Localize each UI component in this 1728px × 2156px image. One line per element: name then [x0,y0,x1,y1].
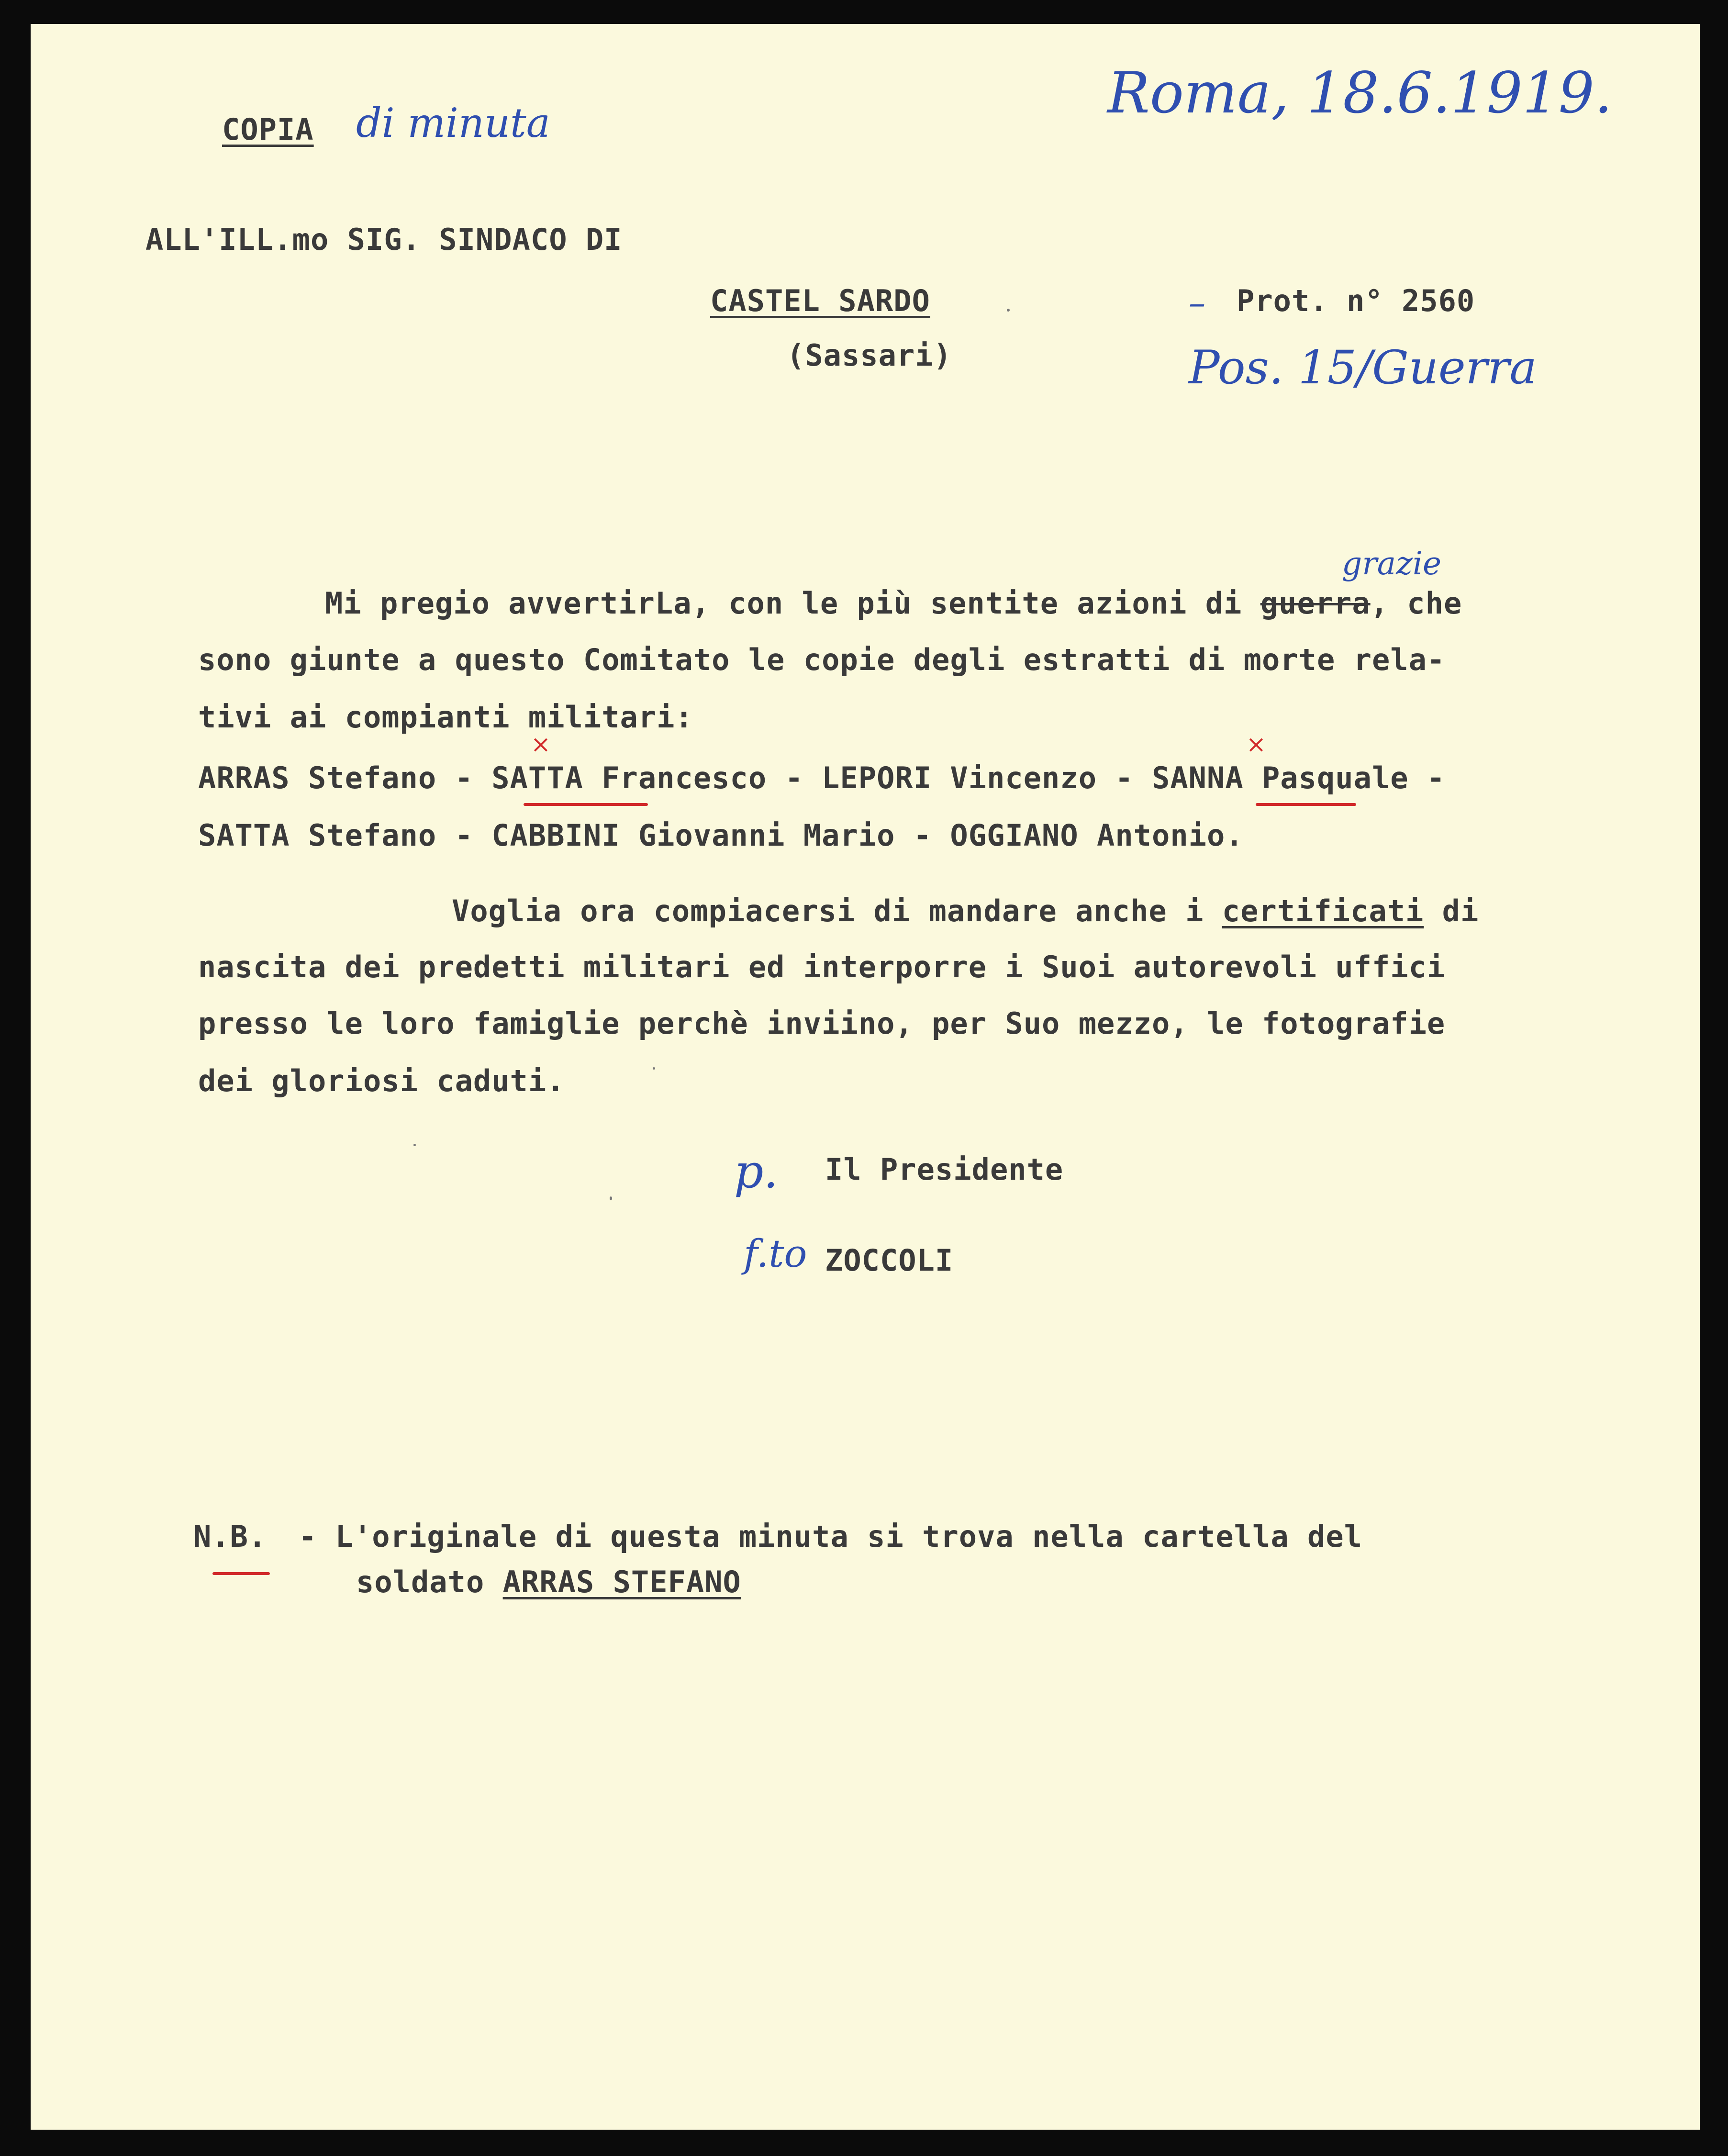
body-p1-line2: sono giunte a questo Comitato le copie degli estratti di morte rela- [198,642,1446,677]
protocol-dash: – [1189,283,1205,323]
addressee-city: CASTEL SARDO [710,283,930,318]
red-mark-satta: × [531,730,551,758]
names-line2: SATTA Stefano - CABBINI Giovanni Mario - OGGIANO Antonio. [198,818,1244,853]
signature-title: Il Presidente [825,1152,1064,1187]
inserted-correction: grazie [1342,545,1442,582]
names-line1: ARRAS Stefano - SATTA Francesco - LEPORI Vincenzo - SANNA Pasquale - [198,760,1446,795]
paper-speck [610,1196,612,1200]
red-mark-nb [212,1572,270,1575]
red-underline-sanna [1256,803,1356,806]
body-p1-line1: Mi pregio avvertirLa, con le più sentite azioni di guerra, che [325,586,1462,621]
nb-label: N.B. [193,1519,267,1554]
protocol-number: Prot. n° 2560 [1237,283,1475,318]
copia-handwritten-note: di minuta [356,100,550,146]
paper-speck [413,1144,416,1146]
paper-speck [1007,309,1010,312]
signature-f-note: f.to [744,1231,807,1276]
date-handwritten: Roma, 18.6.1919. [1107,60,1613,126]
body-p2-line3: presso le loro famiglie perchè inviino, per Suo mezzo, le fotografie [198,1006,1446,1041]
position-handwritten: Pos. 15/Guerra [1189,341,1537,394]
addressee-line: ALL'ILL.mo SIG. SINDACO DI [145,222,623,257]
signature-p-note: p. [734,1145,778,1198]
struck-word: guerra [1260,586,1371,621]
body-p1-line3: tivi ai compianti militari: [198,700,693,735]
body-p2-line2: nascita dei predetti militari ed interporre i Suoi autorevoli uffici [198,950,1446,984]
nb-soldier-name: ARRAS STEFANO [502,1564,741,1599]
signature-name: ZOCCOLI [825,1243,954,1278]
paper-speck [653,1067,655,1070]
body-p2-line4: dei gloriosi caduti. [198,1063,565,1098]
body-p2-line1: Voglia ora compiacersi di mandare anche i certificati di [452,894,1479,928]
red-underline-satta [524,803,648,806]
document-page [31,24,1700,2130]
copia-label: COPIA [222,112,314,147]
addressee-province: (Sassari) [787,338,952,373]
nb-text-line2: soldato ARRAS STEFANO [356,1564,741,1599]
red-mark-sanna: × [1246,730,1266,758]
nb-text-line1: - L'originale di questa minuta si trova nella cartella del [299,1519,1362,1554]
certificati-underlined: certificati [1222,894,1424,928]
